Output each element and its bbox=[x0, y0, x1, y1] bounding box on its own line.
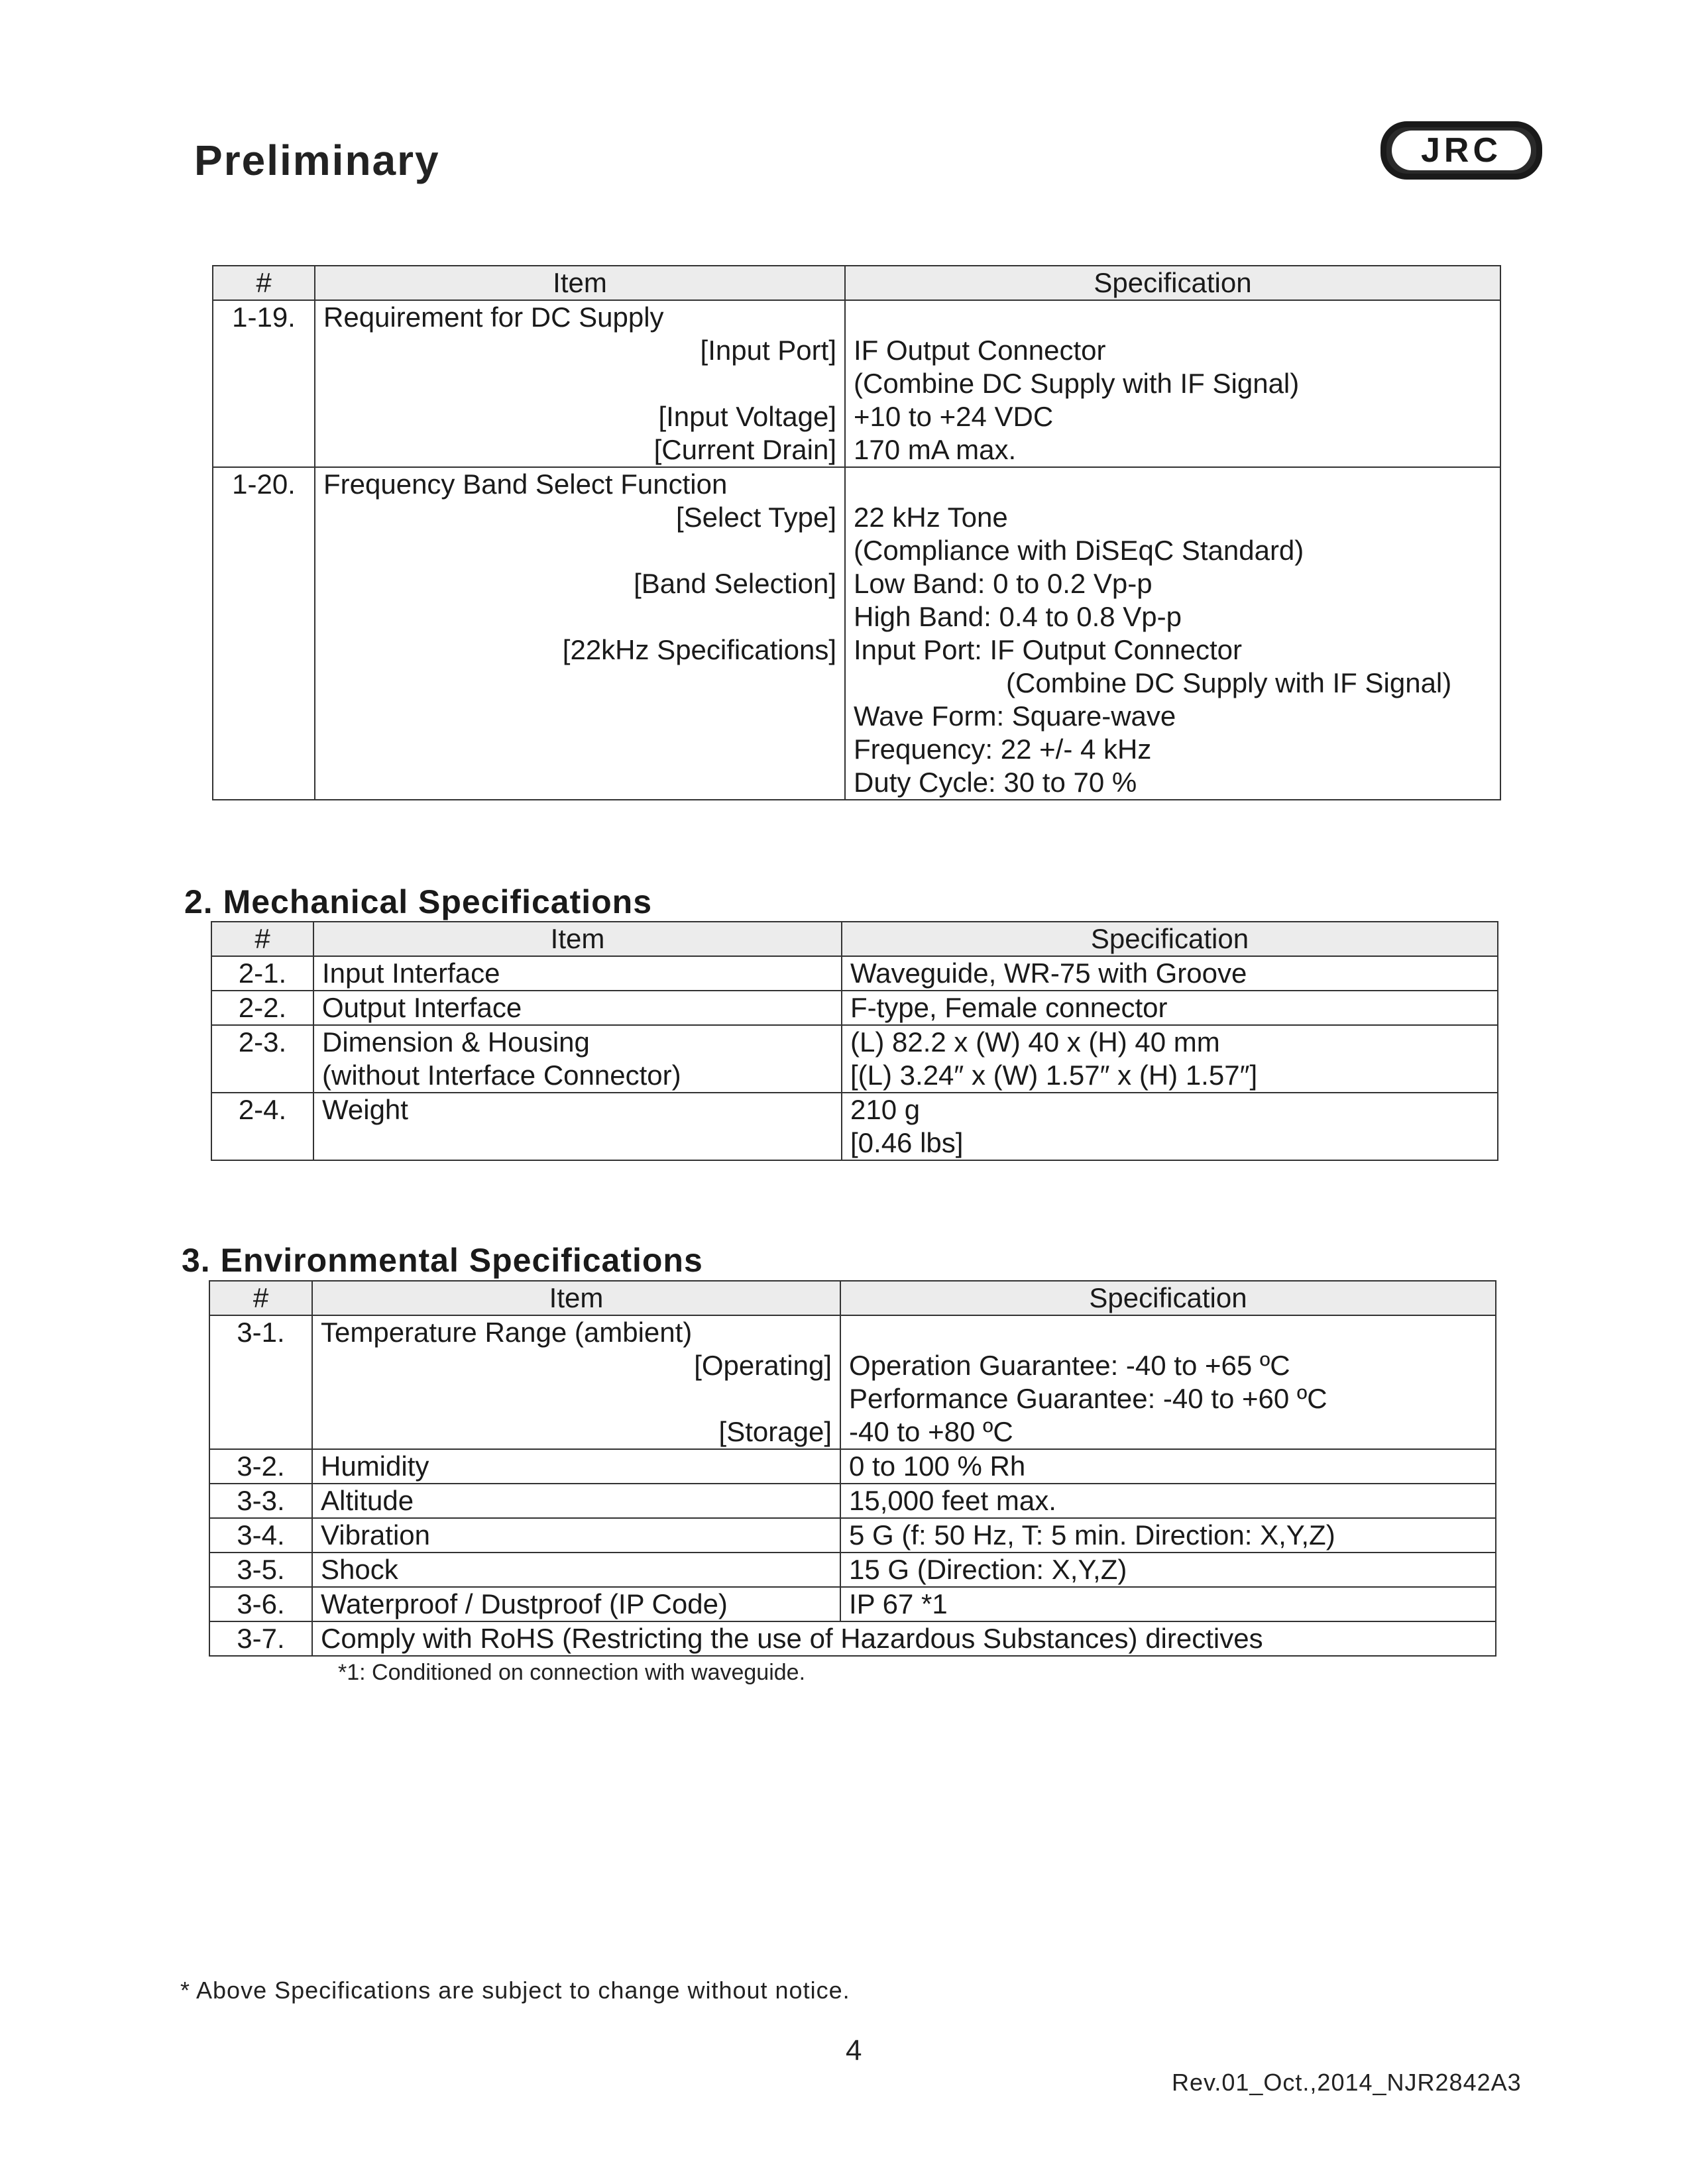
environmental-section-title: 3. Environmental Specifications bbox=[182, 1242, 703, 1279]
spec-value: [(L) 3.24″ x (W) 1.57″ x (H) 1.57″] bbox=[850, 1060, 1258, 1091]
spec-value: [0.46 lbs] bbox=[850, 1127, 964, 1158]
spec-value: (Compliance with DiSEqC Standard) bbox=[854, 535, 1304, 566]
row-item: Vibration bbox=[312, 1518, 840, 1553]
spec-value: IF Output Connector bbox=[854, 335, 1106, 366]
table-row bbox=[211, 1025, 1498, 1093]
row-number: 2-2. bbox=[211, 991, 313, 1025]
sub-label: [22kHz Specifications] bbox=[562, 634, 836, 665]
sub-label: [Input Port] bbox=[700, 335, 836, 366]
environmental-spec-table bbox=[209, 1280, 1496, 1657]
spec-value: Low Band: 0 to 0.2 Vp-p bbox=[854, 568, 1153, 599]
spec-value: (Combine DC Supply with IF Signal) bbox=[854, 368, 1300, 399]
table-row bbox=[209, 1315, 1496, 1449]
spec-value: Performance Guarantee: -40 to +60 ºC bbox=[849, 1383, 1327, 1414]
table-header-row bbox=[211, 922, 1498, 956]
row-spec bbox=[840, 1315, 1496, 1449]
sub-label: [Storage] bbox=[718, 1416, 832, 1447]
spec-value: 210 g bbox=[850, 1094, 921, 1125]
row-item bbox=[313, 1093, 842, 1160]
table-row bbox=[209, 1587, 1496, 1621]
item-label: Frequency Band Select Function bbox=[323, 468, 728, 500]
table-header-row bbox=[213, 266, 1500, 300]
row-number: 3-7. bbox=[209, 1621, 312, 1656]
col-num-header: # bbox=[209, 1281, 312, 1315]
table-row bbox=[213, 467, 1500, 800]
rohs-statement: Comply with RoHS (Restricting the use of Hazardous Substances) directives bbox=[312, 1621, 1496, 1656]
col-item-header: Item bbox=[313, 922, 842, 956]
sub-label: [Current Drain] bbox=[653, 434, 836, 465]
page-number: 4 bbox=[846, 2034, 862, 2067]
row-spec: IP 67 *1 bbox=[840, 1587, 1496, 1621]
spec-value: 170 mA max. bbox=[854, 434, 1017, 465]
mechanical-spec-table bbox=[211, 921, 1498, 1161]
row-spec bbox=[842, 1025, 1498, 1093]
jrc-logo bbox=[1380, 121, 1542, 180]
item-label: Dimension & Housing bbox=[322, 1026, 590, 1058]
row-item bbox=[315, 467, 845, 800]
spec-value: Frequency: 22 +/- 4 kHz bbox=[854, 734, 1152, 765]
row-spec bbox=[845, 467, 1500, 800]
col-num-header: # bbox=[211, 922, 313, 956]
row-spec: 5 G (f: 50 Hz, T: 5 min. Direction: X,Y,Z) bbox=[840, 1518, 1496, 1553]
logo-text: JRC bbox=[1392, 131, 1531, 170]
row-spec bbox=[845, 300, 1500, 467]
spec-value: (L) 82.2 x (W) 40 x (H) 40 mm bbox=[850, 1026, 1220, 1058]
row-number: 2-1. bbox=[211, 956, 313, 991]
item-label: Weight bbox=[322, 1094, 408, 1125]
row-number: 3-5. bbox=[209, 1553, 312, 1587]
row-item bbox=[313, 1025, 842, 1093]
table-row bbox=[209, 1621, 1496, 1656]
table-row bbox=[209, 1518, 1496, 1553]
row-item bbox=[315, 300, 845, 467]
row-spec bbox=[842, 1093, 1498, 1160]
table-row bbox=[211, 956, 1498, 991]
col-spec-header: Specification bbox=[842, 922, 1498, 956]
table-row bbox=[209, 1553, 1496, 1587]
change-notice: * Above Specifications are subject to change without notice. bbox=[180, 1977, 850, 2004]
spec-value: Duty Cycle: 30 to 70 % bbox=[854, 767, 1137, 798]
spec-value: Wave Form: Square-wave bbox=[854, 700, 1176, 732]
revision-code: Rev.01_Oct.,2014_NJR2842A3 bbox=[1172, 2069, 1522, 2096]
table-row bbox=[211, 991, 1498, 1025]
electrical-spec-table bbox=[212, 265, 1501, 800]
item-label: (without Interface Connector) bbox=[322, 1060, 681, 1091]
table-header-row bbox=[209, 1281, 1496, 1315]
row-item: Altitude bbox=[312, 1484, 840, 1518]
col-spec-header: Specification bbox=[845, 266, 1500, 300]
row-number: 1-19. bbox=[213, 300, 315, 467]
col-item-header: Item bbox=[315, 266, 845, 300]
col-num-header: # bbox=[213, 266, 315, 300]
row-spec: 0 to 100 % Rh bbox=[840, 1449, 1496, 1484]
spec-value: +10 to +24 VDC bbox=[854, 401, 1054, 432]
table-row bbox=[211, 1093, 1498, 1160]
item-label: Temperature Range (ambient) bbox=[321, 1317, 693, 1348]
row-item bbox=[312, 1315, 840, 1449]
row-spec: 15 G (Direction: X,Y,Z) bbox=[840, 1553, 1496, 1587]
row-number: 1-20. bbox=[213, 467, 315, 800]
row-number: 2-4. bbox=[211, 1093, 313, 1160]
row-number: 3-6. bbox=[209, 1587, 312, 1621]
row-item: Output Interface bbox=[313, 991, 842, 1025]
sub-label: [Band Selection] bbox=[634, 568, 836, 599]
row-item: Input Interface bbox=[313, 956, 842, 991]
row-number: 3-2. bbox=[209, 1449, 312, 1484]
row-item: Humidity bbox=[312, 1449, 840, 1484]
table-row bbox=[209, 1484, 1496, 1518]
mechanical-section-title: 2. Mechanical Specifications bbox=[184, 883, 653, 920]
row-number: 2-3. bbox=[211, 1025, 313, 1093]
table-row bbox=[213, 300, 1500, 467]
spec-value: High Band: 0.4 to 0.8 Vp-p bbox=[854, 601, 1182, 632]
spec-value: Operation Guarantee: -40 to +65 ºC bbox=[849, 1350, 1290, 1381]
row-number: 3-3. bbox=[209, 1484, 312, 1518]
row-item: Waterproof / Dustproof (IP Code) bbox=[312, 1587, 840, 1621]
row-number: 3-1. bbox=[209, 1315, 312, 1449]
table-footnote: *1: Conditioned on connection with waveguide. bbox=[338, 1660, 806, 1685]
spec-value: Input Port: IF Output Connector bbox=[854, 634, 1242, 665]
table-row bbox=[209, 1449, 1496, 1484]
row-number: 3-4. bbox=[209, 1518, 312, 1553]
sub-label: [Input Voltage] bbox=[658, 401, 836, 432]
sub-label: [Operating] bbox=[694, 1350, 832, 1381]
spec-value: -40 to +80 ºC bbox=[849, 1416, 1013, 1447]
col-spec-header: Specification bbox=[840, 1281, 1496, 1315]
row-item: Shock bbox=[312, 1553, 840, 1587]
row-spec: Waveguide, WR-75 with Groove bbox=[842, 956, 1498, 991]
row-spec: F-type, Female connector bbox=[842, 991, 1498, 1025]
item-label: Requirement for DC Supply bbox=[323, 301, 664, 333]
spec-value: 22 kHz Tone bbox=[854, 502, 1008, 533]
row-spec: 15,000 feet max. bbox=[840, 1484, 1496, 1518]
sub-label: [Select Type] bbox=[675, 502, 836, 533]
preliminary-heading: Preliminary bbox=[194, 136, 440, 184]
col-item-header: Item bbox=[312, 1281, 840, 1315]
spec-value: (Combine DC Supply with IF Signal) bbox=[1006, 667, 1452, 698]
